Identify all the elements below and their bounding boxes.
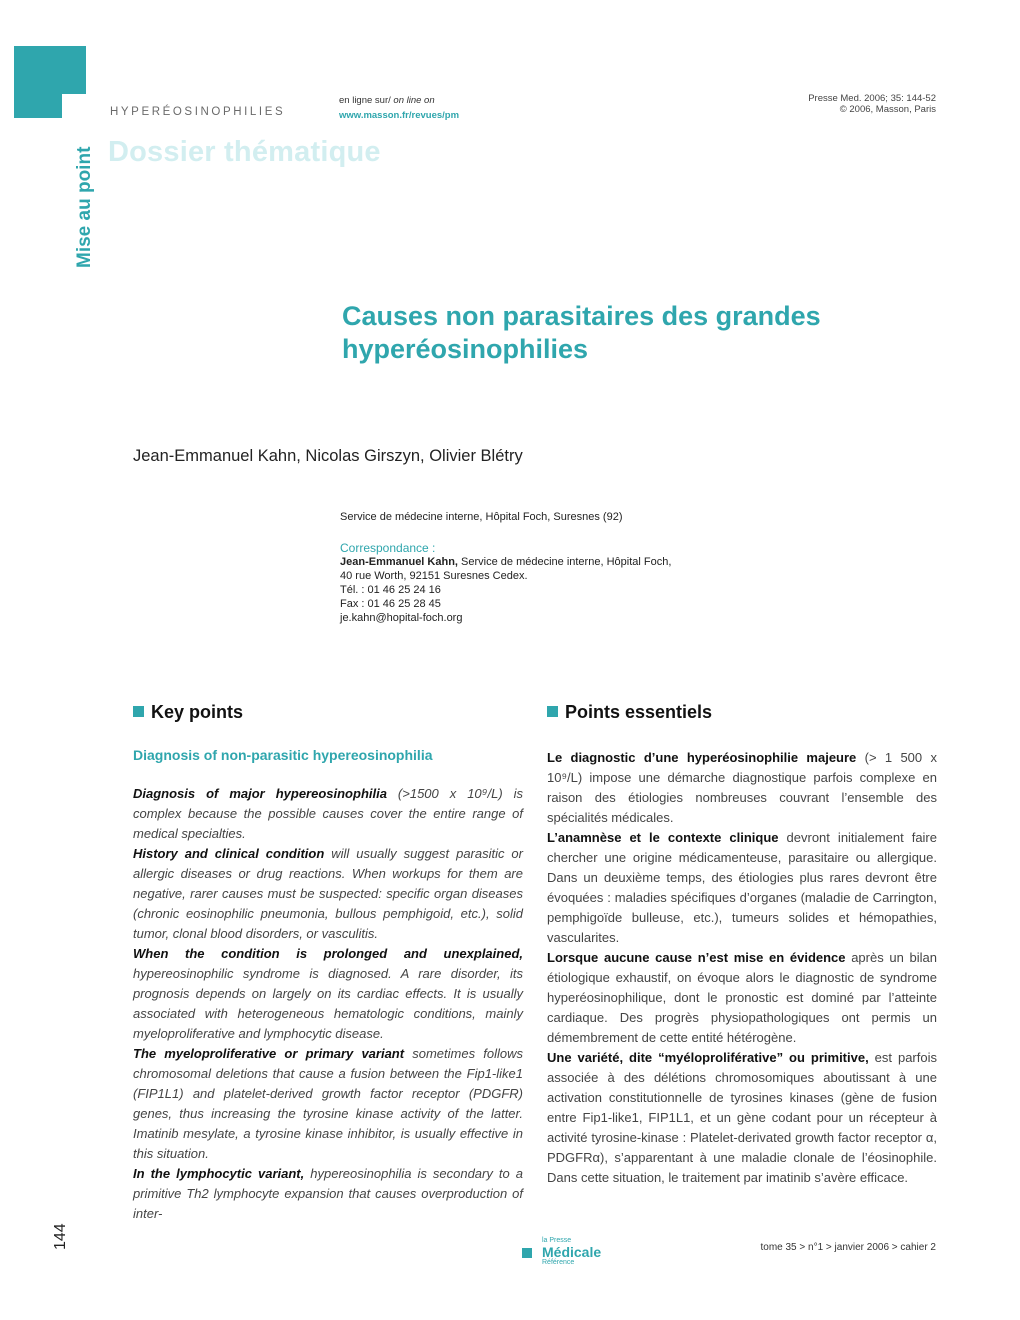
correspondence-fax: Fax : 01 46 25 28 45	[340, 598, 441, 610]
paragraph	[547, 748, 937, 828]
online-info	[339, 93, 459, 123]
paragraph-text: devront initialement faire chercher une origine médicamenteuse, parasitaire ou allergique. Dans un deuxième temps, des étiologies plus rares devront être évoquées : maladies spécifiques d’organes (maladie de Carrington, pemphigoïde bulleuse, etc.), tumeurs solides et hémopathies, vascularites.	[547, 830, 937, 945]
dossier-title: Dossier thématique	[108, 136, 381, 168]
paragraph-lead: In the lymphocytic variant,	[133, 1166, 305, 1181]
paragraph-lead: History and clinical condition	[133, 846, 325, 861]
logo-top-text: la Presse	[542, 1237, 572, 1244]
authors: Jean-Emmanuel Kahn, Nicolas Girszyn, Olivier Blétry	[133, 447, 523, 465]
correspondence-email[interactable]: je.kahn@hopital-foch.org	[340, 612, 463, 624]
citation-line: Presse Med. 2006; 35: 144-52	[808, 93, 936, 104]
paragraph-text: (> 1 500 x 10⁹/L) impose une démarche diagnostique parfois complexe en raison des étiologies nombreuses couvrant l’ensemble des spécialités médicales.	[547, 750, 937, 825]
citation	[808, 93, 936, 115]
journal-url-link[interactable]: www.masson.fr/revues/pm	[339, 110, 460, 121]
correspondence-name: Jean-Emmanuel Kahn,	[340, 556, 458, 568]
paragraph-text: après un bilan étiologique exhaustif, on évoque alors le diagnostic de syndrome hyperéosinophilique, dont le pronostic est dominé par l’atteinte cardiaque. Des progrès physiopathologiques ont permis un démembrement de cette entité hétérogène.	[547, 950, 937, 1045]
paragraph-text: est parfois associée à des délétions chromosomiques aboutissant à une activation constitutionnelle de tyrosines kinases (gène de fusion entre Fip1-like1, FIP1L1, et un gène codant pour un récepteur à activité tyrosine-kinase : Platelet-derivated growth factor receptor α, PDGFRα), s’apparentant à une maladie clonale de l’éosinophile. Dans cette situation, le traitement par imatinib s’avère efficace.	[547, 1050, 937, 1185]
key-points-heading	[133, 702, 243, 723]
paragraph	[547, 828, 937, 948]
paragraph-text: hypereosinophilic syndrome is diagnosed. A rare disorder, its prognosis depends on largely on its cardiac effects. It is usually associated with heterogeneous hematologic conditions, mainly myeloproliferative and lymphocytic disease.	[133, 966, 523, 1041]
copyright-line: © 2006, Masson, Paris	[839, 104, 936, 115]
paragraph-lead: Une variété, dite “myéloproliférative” ou primitive,	[547, 1050, 869, 1065]
paragraph-lead: The myeloproliferative or primary variant	[133, 1046, 405, 1061]
side-label: Mise au point	[74, 146, 95, 268]
corner-notch	[62, 94, 86, 118]
points-essentiels-heading-label: Points essentiels	[565, 702, 713, 722]
correspondence-address-1: Service de médecine interne, Hôpital Foch,	[457, 556, 672, 568]
page-number: 144	[52, 1223, 69, 1250]
paragraph-text: will usually suggest parasitic or allergic diseases or drug reactions. When workups for them are negative, rarer causes must be suspected: specific organ diseases (chronic eosinophilic pneumonia, bullous pemphigoid, etc.), solid tumor, clonal blood disorders, or vasculitis.	[133, 846, 523, 941]
paragraph	[547, 948, 937, 1048]
paragraph-text: sometimes follows chromosomal deletions that cause a fusion between the Fip1-like1 (FIP1L1) and platelet-derived growth factor receptor (PDGFR) genes, thus increasing the tyrosine kinase activity of the latter. Imatinib mesylate, a tyrosine kinase inhibitor, is usually effective in this situation.	[133, 1046, 523, 1161]
paragraph	[133, 944, 523, 1044]
paragraph	[133, 1044, 523, 1164]
paragraph-lead: L’anamnèse et le contexte clinique	[547, 830, 779, 845]
paragraph	[133, 844, 523, 944]
logo-wordmark	[542, 1237, 601, 1267]
logo-main-text: Médicale	[542, 1244, 602, 1260]
key-points-body	[133, 784, 523, 1224]
paragraph	[133, 784, 523, 844]
correspondence-block	[340, 541, 671, 625]
square-bullet-icon	[547, 706, 558, 717]
journal-logo	[522, 1237, 601, 1267]
paragraph	[547, 1048, 937, 1188]
key-points-heading-label: Key points	[151, 702, 244, 722]
correspondence-address-2: 40 rue Worth, 92151 Suresnes Cedex.	[340, 570, 528, 582]
paragraph	[133, 1164, 523, 1224]
paragraph-text: hypereosinophilia is secondary to a primitive Th2 lymphocyte expansion that causes overproduction of inter-	[133, 1166, 523, 1221]
correspondence-tel: Tél. : 01 46 25 24 16	[340, 584, 441, 596]
points-essentiels-heading	[547, 702, 712, 723]
logo-bottom-text: Référence	[542, 1259, 575, 1266]
points-essentiels-body	[547, 748, 937, 1188]
affiliation: Service de médecine interne, Hôpital Foch, Suresnes (92)	[340, 511, 623, 523]
paragraph-lead: Lorsque aucune cause n’est mise en évidence	[547, 950, 846, 965]
logo-square-icon	[522, 1248, 532, 1258]
online-label-fr: en ligne sur/	[339, 95, 391, 106]
paragraph-lead: Le diagnostic d’une hyperéosinophilie majeure	[547, 750, 857, 765]
paragraph-text: (>1500 x 10⁹/L) is complex because the possible causes cover the entire range of medical specialties.	[133, 786, 524, 841]
paragraph-lead: When the condition is prolonged and unexplained,	[133, 946, 523, 961]
paragraph-lead: Diagnosis of major hypereosinophilia	[133, 786, 387, 801]
key-points-subheading: Diagnosis of non-parasitic hypereosinophilia	[133, 747, 433, 763]
section-tag: HYPERÉOSINOPHILIES	[110, 106, 286, 118]
issue-reference: tome 35 > n°1 > janvier 2006 > cahier 2	[760, 1242, 936, 1253]
online-label-en: on line on	[393, 95, 435, 106]
correspondence-label: Correspondance :	[340, 541, 436, 555]
article-title: Causes non parasitaires des grandes hyperéosinophilies	[342, 301, 821, 364]
square-bullet-icon	[133, 706, 144, 717]
